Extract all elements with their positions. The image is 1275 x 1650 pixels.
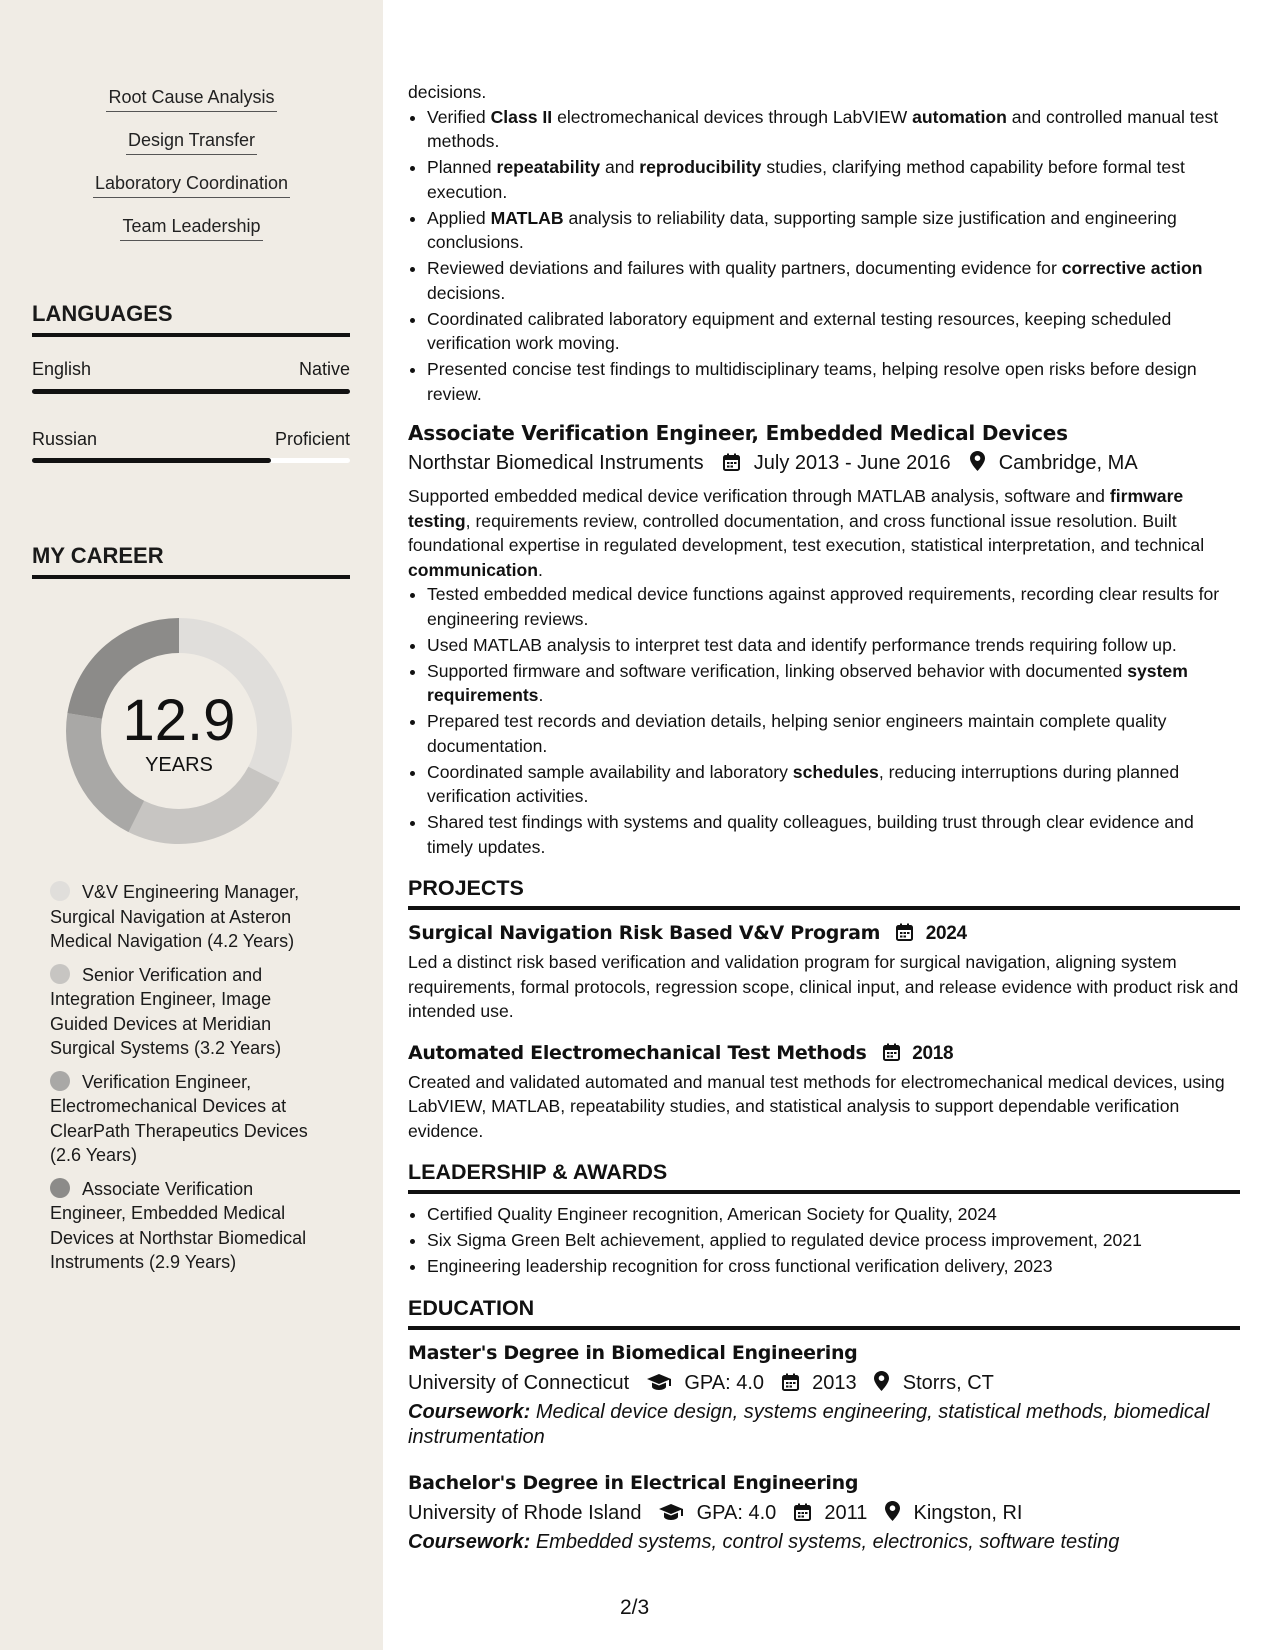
location-pin-icon bbox=[874, 1370, 889, 1400]
language-bar-fill bbox=[32, 458, 271, 463]
career-item-text: Senior Verification and Integration Engineer, Image Guided Devices at Meridian Surgical Systems (3.2 Years) bbox=[50, 964, 282, 1058]
language-row bbox=[32, 358, 350, 380]
calendar-icon bbox=[723, 450, 740, 480]
skill-item: Team Leadership bbox=[120, 215, 262, 241]
skills-list bbox=[0, 86, 383, 258]
coursework-label: Coursework: bbox=[408, 1530, 531, 1553]
job-title: Associate Verification Engineer, Embedded Medical Devices bbox=[408, 421, 1068, 445]
calendar-icon bbox=[896, 920, 913, 950]
previous-job-bullets bbox=[408, 105, 1240, 407]
language-level: Proficient bbox=[274, 429, 350, 449]
award-item: • Certified Quality Engineer recognition, American Society for Quality, 2024 bbox=[427, 1202, 1240, 1227]
career-total-years: 12.9 bbox=[122, 688, 236, 753]
gpa: GPA: 4.0 bbox=[696, 1501, 777, 1524]
legend-dot-icon bbox=[50, 1071, 70, 1091]
gpa: GPA: 4.0 bbox=[684, 1371, 764, 1394]
education-heading: EDUCATION bbox=[408, 1293, 1240, 1330]
career-item bbox=[50, 1070, 330, 1168]
degree-title: Bachelor's Degree in Electrical Engineering bbox=[408, 1471, 859, 1494]
school-location: Storrs, CT bbox=[902, 1371, 994, 1394]
legend-dot-icon bbox=[50, 964, 70, 984]
bullet-item: • Applied MATLAB analysis to reliability data, supporting sample size justification and engineering conclusions. bbox=[427, 206, 1240, 255]
language-level: Native bbox=[298, 359, 350, 379]
project-description: Created and validated automated and manual test methods for electromechanical medical devices, using LabVIEW, MATLAB, repeatability studies, and statistical analysis to support dependable verification evidence. bbox=[408, 1071, 1225, 1141]
job-dates: July 2013 - June 2016 bbox=[753, 452, 951, 474]
project-title: Automated Electromechanical Test Methods bbox=[408, 1041, 867, 1064]
bullet-item: • Planned repeatability and reproducibility studies, clarifying method capability before formal test execution. bbox=[427, 155, 1240, 204]
project-title: Surgical Navigation Risk Based V&V Program bbox=[408, 922, 881, 944]
page-number: 2/3 bbox=[620, 1596, 650, 1619]
career-item bbox=[50, 1177, 330, 1275]
career-item-text: Verification Engineer, Electromechanical Devices at ClearPath Therapeutics Devices (2.6 Years) bbox=[50, 1071, 308, 1165]
graduation-cap-icon bbox=[659, 1500, 683, 1530]
education-meta bbox=[408, 1498, 1240, 1530]
project-title-row bbox=[408, 1038, 1240, 1070]
career-years-unit: YEARS bbox=[145, 754, 213, 776]
bullet-item: • Shared test findings with systems and quality colleagues, building trust through clear evidence and timely updates. bbox=[427, 810, 1240, 859]
graduation-year: 2011 bbox=[824, 1501, 868, 1524]
award-item: • Engineering leadership recognition for cross functional verification delivery, 2023 bbox=[427, 1254, 1240, 1279]
project-description: Led a distinct risk based verification and validation program for surgical navigation, aligning system requirements, formal protocols, regression scope, clinical input, and release evidence with product risk and intended use. bbox=[408, 952, 1239, 1021]
language-name: Russian bbox=[32, 429, 98, 449]
main-content bbox=[408, 80, 1240, 1565]
coursework-text: Medical device design, systems engineering, statistical methods, biomedical instrumentation bbox=[408, 1400, 1210, 1448]
project-title-row bbox=[408, 918, 1240, 950]
skill-item: Design Transfer bbox=[126, 129, 257, 155]
coursework bbox=[408, 1530, 1240, 1555]
calendar-icon bbox=[883, 1040, 900, 1070]
project-year: 2024 bbox=[925, 923, 967, 944]
sidebar bbox=[0, 0, 383, 1650]
language-bar bbox=[32, 389, 350, 394]
school-name: University of Rhode Island bbox=[408, 1501, 642, 1524]
bullet-item: • Presented concise test findings to multidisciplinary teams, helping resolve open risks before design review. bbox=[427, 357, 1240, 406]
bullet-item: • Reviewed deviations and failures with quality partners, documenting evidence for corrective action decisions. bbox=[427, 256, 1240, 305]
calendar-icon bbox=[794, 1500, 811, 1530]
skill-item: Laboratory Coordination bbox=[93, 172, 290, 198]
career-item bbox=[50, 963, 330, 1061]
school-location: Kingston, RI bbox=[913, 1501, 1023, 1524]
location-pin-icon bbox=[970, 450, 985, 480]
job-summary: Supported embedded medical device verification through MATLAB analysis, software and firmware testing, requirements review, controlled documentation, and cross functional issue resolution. Built foundational expertise in regulated development, test execution, statistical interpretation, and technical communication. bbox=[408, 486, 1205, 580]
bullet-item: • Supported firmware and software verification, linking observed behavior with documented system requirements. bbox=[427, 659, 1240, 708]
career-item bbox=[50, 880, 330, 954]
language-row bbox=[32, 428, 350, 450]
career-item-text: Associate Verification Engineer, Embedded Medical Devices at Northstar Biomedical Instruments (2.9 Years) bbox=[50, 1178, 307, 1272]
awards-heading: LEADERSHIP & AWARDS bbox=[408, 1157, 1240, 1194]
bullet-item: • Used MATLAB analysis to interpret test data and identify performance trends requiring follow up. bbox=[427, 633, 1240, 658]
location-pin-icon bbox=[885, 1500, 900, 1530]
previous-job-tail: decisions. bbox=[408, 82, 487, 102]
language-name: English bbox=[32, 359, 92, 379]
job-bullets bbox=[408, 582, 1240, 859]
job-location: Cambridge, MA bbox=[998, 452, 1138, 474]
language-bar-fill bbox=[32, 389, 350, 394]
calendar-icon bbox=[782, 1370, 799, 1400]
bullet-item: • Tested embedded medical device functions against approved requirements, recording clear results for engineering reviews. bbox=[427, 582, 1240, 631]
bullet-item: • Prepared test records and deviation details, helping senior engineers maintain complete quality documentation. bbox=[427, 709, 1240, 758]
donut-segment bbox=[129, 767, 280, 844]
bullet-item: • Verified Class II electromechanical devices through LabVIEW automation and controlled manual test methods. bbox=[427, 105, 1240, 154]
job-meta bbox=[408, 448, 1240, 480]
language-bar bbox=[32, 458, 350, 463]
project-year: 2018 bbox=[912, 1042, 954, 1064]
education-meta bbox=[408, 1368, 1240, 1400]
awards-list bbox=[408, 1202, 1240, 1279]
bullet-item: • Coordinated calibrated laboratory equipment and external testing resources, keeping scheduled verification work moving. bbox=[427, 307, 1240, 356]
coursework-label: Coursework: bbox=[408, 1400, 531, 1423]
bullet-item: • Coordinated sample availability and laboratory schedules, reducing interruptions during planned verification activities. bbox=[427, 760, 1240, 809]
coursework bbox=[408, 1400, 1240, 1450]
school-name: University of Connecticut bbox=[408, 1371, 630, 1394]
legend-dot-icon bbox=[50, 881, 70, 901]
skill-item: Root Cause Analysis bbox=[106, 86, 276, 112]
degree-title: Master's Degree in Biomedical Engineering bbox=[408, 1341, 858, 1364]
graduation-year: 2013 bbox=[812, 1371, 857, 1394]
award-item: • Six Sigma Green Belt achievement, applied to regulated device process improvement, 2021 bbox=[427, 1228, 1240, 1253]
languages-heading: LANGUAGES bbox=[32, 301, 350, 337]
job-company: Northstar Biomedical Instruments bbox=[408, 452, 704, 474]
graduation-cap-icon bbox=[647, 1370, 671, 1400]
career-list bbox=[50, 880, 330, 1284]
legend-dot-icon bbox=[50, 1178, 70, 1198]
career-item-text: V&V Engineering Manager, Surgical Navigation at Asteron Medical Navigation (4.2 Years) bbox=[50, 882, 300, 951]
career-heading: MY CAREER bbox=[32, 543, 350, 579]
projects-heading: PROJECTS bbox=[408, 873, 1240, 910]
coursework-text: Embedded systems, control systems, electronics, software testing bbox=[535, 1530, 1120, 1553]
